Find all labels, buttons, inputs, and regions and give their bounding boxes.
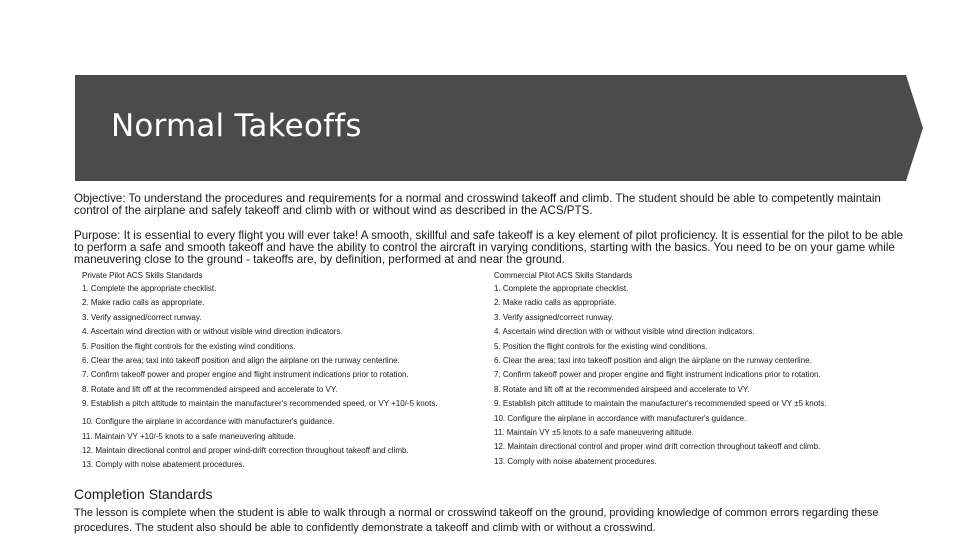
private-standard-item: 8. Rotate and lift off at the recommended airspeed and accelerate to VY. [82, 384, 338, 394]
private-standards-title: Private Pilot ACS Skills Standards [82, 271, 203, 280]
commercial-standards-column [494, 270, 914, 471]
commercial-standard-item: 8. Rotate and lift off at the recommended airspeed and accelerate to VY. [494, 384, 750, 394]
commercial-standard-item: 7. Confirm takeoff power and proper engine and flight instrument indications prior to rotation. [494, 370, 821, 380]
private-standard-item: 6. Clear the area; taxi into takeoff position and align the airplane on the runway centerline. [82, 355, 400, 365]
private-standard-item: 13. Comply with noise abatement procedures. [82, 460, 245, 470]
private-standard-item: 10. Configure the airplane in accordance with manufacturer's guidance. [82, 417, 335, 427]
commercial-standard-item: 6. Clear the area; taxi into takeoff position and align the airplane on the runway centerline. [494, 355, 812, 365]
private-standard-item: 11. Maintain VY +10/-5 knots to a safe maneuvering altitude. [82, 431, 296, 441]
commercial-standard-item: 1. Complete the appropriate checklist. [494, 284, 629, 293]
private-standard-item: 5. Position the flight controls for the existing wind conditions. [82, 341, 296, 351]
objective-paragraph: Objective: To understand the procedures and requirements for a normal and crosswind takeoff and climb. The student should be able to competently maintain control of the airplane and safely takeoff and climb with or without wind as described in the ACS/PTS. [74, 192, 881, 217]
private-standard-item: 2. Make radio calls as appropriate. [82, 298, 205, 308]
commercial-standard-item: 10. Configure the airplane in accordance with manufacturer's guidance. [494, 413, 747, 423]
private-standard-item: 12. Maintain directional control and proper wind-drift correction throughout takeoff and climb. [82, 445, 409, 455]
private-standards-column [82, 270, 482, 475]
completion-paragraph: The lesson is complete when the student is able to walk through a normal or crosswind takeoff on the ground, providing knowledge of common errors regarding these procedures. The student also should be able to confidently demonstrate a takeoff and climb with or without a crosswind. [74, 507, 879, 534]
commercial-standard-item: 11. Maintain VY ±5 knots to a safe maneuvering altitude. [494, 427, 694, 437]
commercial-standard-item: 3. Verify assigned/correct runway. [494, 312, 614, 322]
commercial-standard-item: 12. Maintain directional control and proper wind drift correction throughout takeoff and climb. [494, 442, 821, 452]
commercial-standards-title: Commercial Pilot ACS Skills Standards [494, 271, 633, 280]
private-standard-item: 7. Confirm takeoff power and proper engine and flight instrument indications prior to rotation. [82, 370, 409, 380]
title-banner [75, 75, 923, 181]
commercial-standard-item: 4. Ascertain wind direction with or without visible wind direction indicators. [494, 327, 755, 337]
page-title: Normal Takeoffs [111, 108, 362, 144]
private-standard-item: 3. Verify assigned/correct runway. [82, 312, 202, 322]
private-standard-item: 9. Establish a pitch attitude to maintain the manufacturer's recommended speed, or VY +10/-5 knots. [82, 399, 438, 409]
commercial-standard-item: 5. Position the flight controls for the existing wind conditions. [494, 341, 708, 351]
private-standard-item: 1. Complete the appropriate checklist. [82, 284, 217, 293]
commercial-standard-item: 13. Comply with noise abatement procedures. [494, 456, 657, 466]
purpose-paragraph: Purpose: It is essential to every flight you will ever take! A smooth, skillful and safe takeoff is a key element of pilot proficiency. It is essential for the pilot to be able to perform a safe and smooth takeoff and have the ability to control the aircraft in varying conditions, starting with the basics. You need to be on your game while maneuvering close to the ground - takeoffs are, by definition, performed at and near the ground. [74, 229, 903, 266]
private-standard-item: 4. Ascertain wind direction with or without visible wind direction indicators. [82, 327, 343, 337]
completion-heading: Completion Standards [74, 486, 213, 502]
commercial-standard-item: 2. Make radio calls as appropriate. [494, 298, 617, 308]
commercial-standard-item: 9. Establish pitch attitude to maintain the manufacturer's recommended speed or VY ±5 knots. [494, 399, 827, 409]
